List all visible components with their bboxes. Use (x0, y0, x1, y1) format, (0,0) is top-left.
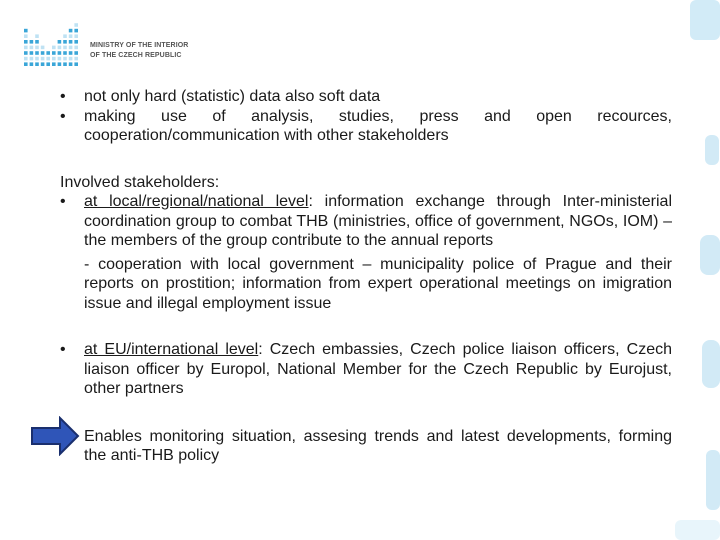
logo-dot (69, 40, 73, 44)
logo-dot (46, 51, 50, 55)
ministry-name (90, 41, 188, 61)
ministry-name-line1: MINISTRY OF THE INTERIOR (90, 42, 189, 49)
logo-dot (63, 57, 67, 61)
logo-dot (24, 40, 28, 44)
logo-dot (46, 57, 50, 61)
logo-dot (74, 40, 78, 44)
logo-dot (52, 46, 56, 50)
logo-dot (41, 51, 45, 55)
bullet-analysis-sources (60, 107, 672, 146)
bullet-text: making use of analysis, studies, press and open recources, cooperation/communication with other stakeholders (84, 107, 672, 144)
logo-dot (63, 34, 67, 38)
logo-dot (74, 23, 78, 27)
bullet-hard-soft-data (60, 87, 672, 107)
logo-dot (24, 51, 28, 55)
logo-dot (69, 57, 73, 61)
logo-dot (74, 34, 78, 38)
logo-dot (24, 62, 28, 66)
logo-dot (63, 62, 67, 66)
logo-dot (41, 46, 45, 50)
logo-dot (74, 46, 78, 50)
logo-dot (52, 62, 56, 66)
logo-dot (30, 57, 34, 61)
eu-level-text: : Czech embassies, Czech police liaison officers, Czech liaison officer by Europol, National Member for the Czech Republic by Eurojust, other partners (84, 341, 673, 397)
ministry-logo-icon (22, 22, 82, 70)
logo-dot (63, 51, 67, 55)
bullet-local-level (60, 192, 672, 313)
logo-dot (52, 57, 56, 61)
logo-dot (69, 51, 73, 55)
logo-dot (58, 51, 62, 55)
logo-dot (24, 46, 28, 50)
logo-dot (41, 57, 45, 61)
logo-dot (30, 46, 34, 50)
logo-dot (74, 57, 78, 61)
logo-dot (63, 40, 67, 44)
logo-dot (30, 51, 34, 55)
logo-dot (74, 62, 78, 66)
logo-dot (69, 46, 73, 50)
logo-dot (35, 62, 39, 66)
local-level-lead: at local/regional/national level (84, 193, 309, 210)
logo-dot (69, 34, 73, 38)
logo-dot (74, 51, 78, 55)
bullet-eu-level (60, 340, 672, 399)
conclusion-text: Enables monitoring situation, assesing trends and latest developments, forming the anti-THB policy (84, 427, 672, 464)
logo-dot (35, 46, 39, 50)
logo-dot (24, 57, 28, 61)
logo-dot (69, 62, 73, 66)
logo-dot (30, 40, 34, 44)
logo-dot (58, 40, 62, 44)
logo-dot (35, 34, 39, 38)
logo-dot (24, 29, 28, 33)
logo-dot (74, 29, 78, 33)
logo-dot (35, 51, 39, 55)
logo-dot (35, 57, 39, 61)
bullet-text: not only hard (statistic) data also soft data (84, 88, 381, 105)
local-cooperation-text: - cooperation with local government – municipality police of Prague and their reports on prostition; information from expert operational meetings on imigration issue and illegal employment issue (84, 255, 672, 312)
logo-dot (52, 51, 56, 55)
logo-dot (58, 62, 62, 66)
logo-dot (58, 57, 62, 61)
eu-level-lead: at EU/international level (84, 341, 259, 358)
right-arrow-icon (30, 416, 80, 456)
ministry-name-line2: OF THE CZECH REPUBLIC (90, 52, 182, 59)
logo-dot (24, 34, 28, 38)
stakeholders-heading: Involved stakeholders: (60, 173, 220, 191)
logo-dot (58, 46, 62, 50)
logo-dot (63, 46, 67, 50)
logo-dot (30, 62, 34, 66)
logo-dot (46, 62, 50, 66)
local-level-text: : information exchange through Inter-ministerial coordination group to combat THB (ministries, office of government, NGOs, IOM) – the members of the group contribute to the annual reports (84, 193, 672, 249)
conclusion-item (60, 427, 672, 466)
logo-dot (35, 40, 39, 44)
slide-content (60, 87, 672, 466)
logo-dot (69, 29, 73, 33)
logo-dot (41, 62, 45, 66)
